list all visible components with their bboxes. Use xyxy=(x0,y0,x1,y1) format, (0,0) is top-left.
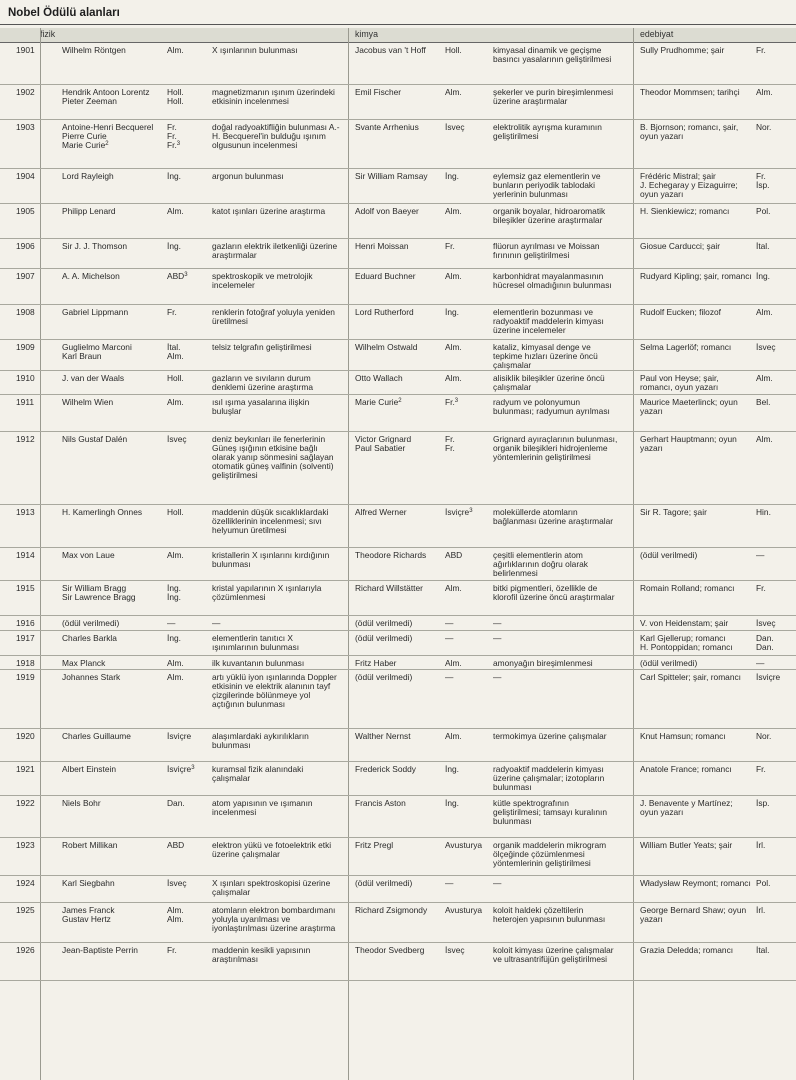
chemistry-laureates: Alfred Werner xyxy=(355,507,407,517)
physics-laureates: H. Kamerlingh Onnes xyxy=(62,507,143,517)
physics-work: X ışınlarının bulunması xyxy=(212,45,298,55)
table-row xyxy=(0,943,796,981)
physics-countries: Fr. xyxy=(167,945,177,955)
chemistry-work: organik boyalar, hidroaromatik bileşikler üzerine araştırmalar xyxy=(493,206,606,226)
table-row xyxy=(0,670,796,729)
physics-laureates: Johannes Stark xyxy=(62,672,121,682)
physics-laureates: Guglielmo Marconi Karl Braun xyxy=(62,342,132,362)
chemistry-countries: Alm. xyxy=(445,583,462,593)
chemistry-countries: Avusturya xyxy=(445,905,483,915)
chemistry-laureates: Fritz Haber xyxy=(355,658,397,668)
literature-countries: İrl. xyxy=(756,840,766,850)
literature-laureates: Paul von Heyse; şair, romancı, oyun yazarı xyxy=(640,373,719,393)
literature-countries: Fr. xyxy=(756,583,766,593)
chemistry-work: alisiklik bileşikler üzerine öncü çalışmalar xyxy=(493,373,605,393)
physics-countries: İng. xyxy=(167,241,181,251)
row-year: 1903 xyxy=(16,122,35,132)
physics-work: telsiz telgrafın geliştirilmesi xyxy=(212,342,312,352)
physics-laureates: Wilhelm Röntgen xyxy=(62,45,126,55)
physics-countries: Fr. xyxy=(167,307,177,317)
chemistry-countries: İng. xyxy=(445,764,459,774)
physics-work: — xyxy=(212,618,221,628)
literature-countries: Alm. xyxy=(756,307,773,317)
row-year: 1918 xyxy=(16,658,35,668)
literature-countries: Bel. xyxy=(756,397,771,407)
physics-countries: Alm. xyxy=(167,206,184,216)
physics-work: kristallerin X ışınlarını kırdığının bulunması xyxy=(212,550,330,570)
literature-countries: Nor. xyxy=(756,731,772,741)
literature-countries: Fr. xyxy=(756,764,766,774)
physics-laureates: Philipp Lenard xyxy=(62,206,116,216)
physics-work: magnetizmanın ışınım üzerindeki etkisinin incelenmesi xyxy=(212,87,335,107)
physics-work: atomların elektron bombardımanı yoluyla uyarılması ve iyonlaştırılması üzerine araştırma xyxy=(212,905,336,934)
chemistry-work: kataliz, kimyasal denge ve tepkime hızları üzerine öncü çalışmalar xyxy=(493,342,598,371)
row-year: 1921 xyxy=(16,764,35,774)
chemistry-work: moleküllerde atomların bağlanması üzerine araştırmalar xyxy=(493,507,614,527)
literature-laureates: Theodor Mommsen; tarihçi xyxy=(640,87,740,97)
physics-laureates: Lord Rayleigh xyxy=(62,171,114,181)
table-row xyxy=(0,395,796,432)
literature-countries: İsveç xyxy=(756,618,776,628)
chemistry-work: radyum ve polonyumun bulunması; radyumun ayrılması xyxy=(493,397,610,417)
header-kimya: kimya xyxy=(355,29,378,39)
literature-laureates: Giosue Carducci; şair xyxy=(640,241,721,251)
chemistry-work: koloit haldeki çözeltilerin heterojen yapısının bulunması xyxy=(493,905,606,925)
table-row xyxy=(0,903,796,943)
chemistry-laureates: Francis Aston xyxy=(355,798,406,808)
literature-countries: Nor. xyxy=(756,122,772,132)
literature-countries: Alm. xyxy=(756,373,773,383)
chemistry-laureates: Theodor Svedberg xyxy=(355,945,425,955)
table-row xyxy=(0,631,796,656)
literature-laureates: Gerhart Hauptmann; oyun yazarı xyxy=(640,434,737,454)
chemistry-work: kütle spektrografının geliştirilmesi; tamsayı kuralının bulunması xyxy=(493,798,608,827)
physics-laureates: Max von Laue xyxy=(62,550,115,560)
table-row xyxy=(0,340,796,371)
literature-countries: Alm. xyxy=(756,87,773,97)
chemistry-countries: Fr. Fr. xyxy=(445,434,455,454)
chemistry-countries: — xyxy=(445,672,454,682)
physics-work: atom yapısının ve ışımanın incelenmesi xyxy=(212,798,313,818)
table-row xyxy=(0,432,796,505)
physics-countries: Holl. xyxy=(167,373,184,383)
table-row xyxy=(0,762,796,796)
chemistry-countries: Alm. xyxy=(445,731,462,741)
chemistry-work: Grignard ayıraçlarının bulunması, organik bileşikleri hidrojenleme yöntemlerinin geliştirilmesi xyxy=(493,434,618,463)
table-row xyxy=(0,204,796,239)
chemistry-work: — xyxy=(493,633,502,643)
chemistry-work: elektrolitik ayrışma kuramının geliştirilmesi xyxy=(493,122,602,142)
physics-countries: Alm. xyxy=(167,672,184,682)
chemistry-laureates: Frederick Soddy xyxy=(355,764,416,774)
literature-laureates: Grazia Deledda; romancı xyxy=(640,945,734,955)
literature-countries: Alm. xyxy=(756,434,773,444)
table-header xyxy=(0,28,796,42)
physics-countries: Alm. xyxy=(167,397,184,407)
physics-countries: İsveç xyxy=(167,878,187,888)
physics-laureates: Gabriel Lippmann xyxy=(62,307,129,317)
physics-laureates: Sir William Bragg Sir Lawrence Bragg xyxy=(62,583,136,603)
physics-work: kuramsal fizik alanındaki çalışmalar xyxy=(212,764,304,784)
chemistry-countries: Alm. xyxy=(445,342,462,352)
chemistry-laureates: Wilhelm Ostwald xyxy=(355,342,418,352)
physics-countries: Fr. Fr. Fr.$^3$ xyxy=(167,122,181,151)
chemistry-laureates: Marie Curie$^2$ xyxy=(355,397,402,407)
top-rule xyxy=(0,24,796,25)
physics-laureates: Charles Barkla xyxy=(62,633,117,643)
literature-countries: Fr. İsp. xyxy=(756,171,770,191)
literature-countries: Hin. xyxy=(756,507,771,517)
physics-laureates: Hendrik Antoon Lorentz Pieter Zeeman xyxy=(62,87,150,107)
literature-laureates: Rudyard Kipling; şair, romancı xyxy=(640,271,752,281)
chemistry-work: karbonhidrat mayalanmasının hücresel olmadığının bulunması xyxy=(493,271,612,291)
chemistry-laureates: (ödül verilmedi) xyxy=(355,878,413,888)
physics-countries: İng. xyxy=(167,633,181,643)
chemistry-countries: İsveç xyxy=(445,122,465,132)
row-year: 1911 xyxy=(16,397,35,407)
chemistry-countries: ABD xyxy=(445,550,463,560)
literature-laureates: H. Sienkiewicz; romancı xyxy=(640,206,730,216)
physics-countries: İng. İng. xyxy=(167,583,181,603)
chemistry-work: şekerler ve purin bireşimlenmesi üzerine araştırmalar xyxy=(493,87,614,107)
literature-countries: İsveç xyxy=(756,342,776,352)
literature-laureates: B. Bjornson; romancı, şair, oyun yazarı xyxy=(640,122,739,142)
chemistry-laureates: (ödül verilmedi) xyxy=(355,672,413,682)
physics-work: deniz beykınları ile fenerlerinin Güneş ışığının etkisine bağlı olarak yanıp sönmesini sağlayan otomatik güneş valfinin (solventi) geliştirilmesi xyxy=(212,434,334,481)
chemistry-countries: — xyxy=(445,618,454,628)
chemistry-laureates: Henri Moissan xyxy=(355,241,409,251)
literature-laureates: (ödül verilmedi) xyxy=(640,550,698,560)
physics-laureates: Max Planck xyxy=(62,658,106,668)
literature-laureates: Karl Gjellerup; romancı H. Pontoppidan; romancı xyxy=(640,633,733,653)
physics-work: alaşımlardaki aykırılıkların bulunması xyxy=(212,731,309,751)
chemistry-laureates: Sir William Ramsay xyxy=(355,171,428,181)
chemistry-laureates: (ödül verilmedi) xyxy=(355,633,413,643)
chemistry-work: amonyağın bireşimlenmesi xyxy=(493,658,593,668)
literature-countries: Pol. xyxy=(756,878,771,888)
chemistry-work: termokimya üzerine çalışmalar xyxy=(493,731,607,741)
table-row xyxy=(0,796,796,838)
table-row xyxy=(0,43,796,85)
chemistry-laureates: Theodore Richards xyxy=(355,550,427,560)
physics-work: argonun bulunması xyxy=(212,171,284,181)
row-year: 1906 xyxy=(16,241,35,251)
chemistry-work: organik maddelerin mikrogram ölçeğinde çözümlenmesi yöntemlerinin geliştirilmesi xyxy=(493,840,607,869)
physics-laureates: Robert Millikan xyxy=(62,840,118,850)
chemistry-countries: Alm. xyxy=(445,373,462,383)
row-year: 1915 xyxy=(16,583,35,593)
literature-countries: — xyxy=(756,658,765,668)
physics-countries: İsveç xyxy=(167,434,187,444)
row-year: 1926 xyxy=(16,945,35,955)
chemistry-work: — xyxy=(493,618,502,628)
table-row xyxy=(0,548,796,581)
table-row xyxy=(0,169,796,204)
literature-countries: İng. xyxy=(756,271,770,281)
chemistry-countries: İng. xyxy=(445,798,459,808)
literature-countries: Dan. Dan. xyxy=(756,633,774,653)
physics-countries: ABD xyxy=(167,840,185,850)
table-row xyxy=(0,239,796,269)
chemistry-laureates: Fritz Pregl xyxy=(355,840,394,850)
literature-laureates: Romain Rolland; romancı xyxy=(640,583,735,593)
literature-countries: İtal. xyxy=(756,945,770,955)
chemistry-countries: Alm. xyxy=(445,206,462,216)
table-row xyxy=(0,85,796,120)
chemistry-laureates: Walther Nernst xyxy=(355,731,411,741)
physics-laureates: James Franck Gustav Hertz xyxy=(62,905,115,925)
chemistry-work: kimyasal dinamik ve geçişme basıncı yasalarının geliştirilmesi xyxy=(493,45,612,65)
chemistry-countries: Holl. xyxy=(445,45,462,55)
physics-countries: Alm. xyxy=(167,658,184,668)
literature-laureates: Frédéric Mistral; şair J. Echegaray y Eizaguirre; oyun yazarı xyxy=(640,171,738,200)
physics-laureates: Antoine-Henri Becquerel Pierre Curie Marie Curie$^2$ xyxy=(62,122,154,151)
literature-countries: İsviçre xyxy=(756,672,781,682)
physics-work: doğal radyoaktifliğin bulunması A.-H. Becquerel'in bulduğu ışınım olgusunun incelenmesi xyxy=(212,122,340,151)
literature-laureates: George Bernard Shaw; oyun yazarı xyxy=(640,905,747,925)
chemistry-laureates: Eduard Buchner xyxy=(355,271,416,281)
row-year: 1917 xyxy=(16,633,35,643)
chemistry-laureates: Victor Grignard Paul Sabatier xyxy=(355,434,412,454)
physics-work: elektron yükü ve fotoelektrik etki üzerine çalışmalar xyxy=(212,840,332,860)
physics-laureates: Karl Siegbahn xyxy=(62,878,115,888)
chemistry-work: flüorun ayrılması ve Moissan fırınının geliştirilmesi xyxy=(493,241,600,261)
chemistry-work: eylemsiz gaz elementlerin ve bunların periyodik tablodaki yerlerinin bulunması xyxy=(493,171,601,200)
physics-laureates: J. van der Waals xyxy=(62,373,125,383)
literature-countries: Fr. xyxy=(756,45,766,55)
literature-countries: İtal. xyxy=(756,241,770,251)
chemistry-work: radyoaktif maddelerin kimyası üzerine çalışmalar; izotopların bulunması xyxy=(493,764,605,793)
literature-countries: İsp. xyxy=(756,798,770,808)
header-fizik: fizik xyxy=(40,29,56,39)
literature-laureates: V. von Heidenstam; şair xyxy=(640,618,729,628)
table-row xyxy=(0,729,796,762)
physics-work: renklerin fotoğraf yoluyla yeniden üretilmesi xyxy=(212,307,335,327)
literature-laureates: Sully Prudhomme; şair xyxy=(640,45,725,55)
row-year: 1924 xyxy=(16,878,35,888)
physics-countries: İng. xyxy=(167,171,181,181)
physics-work: ilk kuvantanın bulunması xyxy=(212,658,305,668)
literature-laureates: Rudolf Eucken; filozof xyxy=(640,307,722,317)
literature-laureates: Sir R. Tagore; şair xyxy=(640,507,707,517)
chemistry-laureates: Jacobus van 't Hoff xyxy=(355,45,426,55)
chemistry-countries: İsviçre$^3$ xyxy=(445,507,473,517)
chemistry-laureates: (ödül verilmedi) xyxy=(355,618,413,628)
physics-countries: İsviçre xyxy=(167,731,192,741)
prize-table-body xyxy=(0,43,796,981)
table-row xyxy=(0,120,796,169)
row-year: 1910 xyxy=(16,373,35,383)
physics-work: maddenin kesikli yapısının araştırılması xyxy=(212,945,311,965)
physics-countries: ABD$^3$ xyxy=(167,271,188,281)
chemistry-countries: — xyxy=(445,633,454,643)
literature-laureates: Carl Spitteler; şair, romancı xyxy=(640,672,741,682)
row-year: 1914 xyxy=(16,550,35,560)
row-year: 1913 xyxy=(16,507,35,517)
physics-laureates: Nils Gustaf Dalén xyxy=(62,434,128,444)
physics-laureates: Jean-Baptiste Perrin xyxy=(62,945,138,955)
physics-work: spektroskopik ve metrolojik incelemeler xyxy=(212,271,313,291)
table-row xyxy=(0,876,796,903)
row-year: 1909 xyxy=(16,342,35,352)
physics-work: gazların ve sıvıların durum denklemi üzerine araştırma xyxy=(212,373,314,393)
chemistry-countries: Avusturya xyxy=(445,840,483,850)
physics-countries: Holl. Holl. xyxy=(167,87,184,107)
row-year: 1916 xyxy=(16,618,35,628)
literature-laureates: Anatole France; romancı xyxy=(640,764,732,774)
physics-laureates: Charles Guillaume xyxy=(62,731,131,741)
row-year: 1925 xyxy=(16,905,35,915)
literature-laureates: William Butler Yeats; şair xyxy=(640,840,733,850)
physics-laureates: Wilhelm Wien xyxy=(62,397,114,407)
chemistry-laureates: Emil Fischer xyxy=(355,87,402,97)
chemistry-work: koloit kimyası üzerine çalışmalar ve ultrasantrifüjün geliştirilmesi xyxy=(493,945,614,965)
chemistry-work: çeşitli elementlerin atom ağırlıklarının doğru olarak belirlenmesi xyxy=(493,550,588,579)
physics-countries: Dan. xyxy=(167,798,185,808)
physics-countries: Alm. Alm. xyxy=(167,905,184,925)
chemistry-countries: Alm. xyxy=(445,658,462,668)
chemistry-laureates: Lord Rutherford xyxy=(355,307,414,317)
literature-countries: İrl. xyxy=(756,905,766,915)
table-row xyxy=(0,305,796,340)
physics-work: elementlerin tanıtıcı X ışınımlarının bulunması xyxy=(212,633,300,653)
physics-laureates: Albert Einstein xyxy=(62,764,116,774)
chemistry-countries: Alm. xyxy=(445,87,462,97)
table-row xyxy=(0,371,796,395)
physics-work: kristal yapılarının X ışınlarıyla çözümlenmesi xyxy=(212,583,322,603)
chemistry-countries: Fr. xyxy=(445,241,455,251)
row-year: 1923 xyxy=(16,840,35,850)
chemistry-countries: Alm. xyxy=(445,271,462,281)
row-year: 1905 xyxy=(16,206,35,216)
chemistry-work: — xyxy=(493,672,502,682)
physics-work: maddenin düşük sıcaklıklardaki özelliklerinin incelenmesi; sıvı helyumun üretilmesi xyxy=(212,507,329,536)
row-year: 1904 xyxy=(16,171,35,181)
literature-laureates: J. Benavente y Martínez; oyun yazarı xyxy=(640,798,733,818)
row-year: 1922 xyxy=(16,798,35,808)
literature-laureates: (ödül verilmedi) xyxy=(640,658,698,668)
row-year: 1907 xyxy=(16,271,35,281)
literature-laureates: Knut Hamsun; romancı xyxy=(640,731,726,741)
row-year: 1901 xyxy=(16,45,35,55)
row-year: 1912 xyxy=(16,434,35,444)
physics-countries: Alm. xyxy=(167,550,184,560)
physics-laureates: Sir J. J. Thomson xyxy=(62,241,128,251)
chemistry-work: elementlerin bozunması ve radyoaktif maddelerin kimyası üzerine incelemeler xyxy=(493,307,604,336)
chemistry-countries: İsveç xyxy=(445,945,465,955)
table-row xyxy=(0,269,796,305)
row-year: 1920 xyxy=(16,731,35,741)
chemistry-laureates: Richard Willstätter xyxy=(355,583,423,593)
table-row xyxy=(0,838,796,876)
header-edebiyat: edebiyat xyxy=(640,29,674,39)
physics-countries: Alm. xyxy=(167,45,184,55)
chemistry-laureates: Svante Arrhenius xyxy=(355,122,419,132)
literature-laureates: Selma Lagerlöf; romancı xyxy=(640,342,732,352)
physics-laureates: A. A. Michelson xyxy=(62,271,120,281)
chemistry-work: bitki pigmentleri, özellikle de klorofil üzerine öncü araştırmalar xyxy=(493,583,615,603)
chemistry-laureates: Richard Zsigmondy xyxy=(355,905,428,915)
physics-work: artı yüklü iyon ışınlarında Doppler etkisinin ve elektrik alanının tayf çizgilerinde bölünmeye yol açtığının bulunması xyxy=(212,672,337,710)
literature-countries: — xyxy=(756,550,765,560)
literature-laureates: Maurice Maeterlinck; oyun yazarı xyxy=(640,397,738,417)
physics-work: X ışınları spektroskopisi üzerine çalışmalar xyxy=(212,878,331,898)
physics-laureates: Niels Bohr xyxy=(62,798,101,808)
chemistry-laureates: Adolf von Baeyer xyxy=(355,206,419,216)
row-year: 1919 xyxy=(16,672,35,682)
chemistry-laureates: Otto Wallach xyxy=(355,373,403,383)
page-title: Nobel Ödülü alanları xyxy=(8,7,120,19)
physics-work: ısıl ışıma yasalarına ilişkin buluşlar xyxy=(212,397,310,417)
physics-countries: İsviçre$^3$ xyxy=(167,764,195,774)
physics-laureates: (ödül verilmedi) xyxy=(62,618,120,628)
literature-laureates: Władysław Reymont; romancı xyxy=(640,878,751,888)
physics-countries: İtal. Alm. xyxy=(167,342,184,362)
physics-countries: — xyxy=(167,618,176,628)
chemistry-countries: — xyxy=(445,878,454,888)
table-row xyxy=(0,581,796,616)
table-row xyxy=(0,505,796,548)
chemistry-countries: İng. xyxy=(445,307,459,317)
chemistry-work: — xyxy=(493,878,502,888)
chemistry-countries: İng. xyxy=(445,171,459,181)
table-row xyxy=(0,616,796,631)
row-year: 1902 xyxy=(16,87,35,97)
physics-work: gazların elektrik iletkenliği üzerine araştırmalar xyxy=(212,241,338,261)
table-row xyxy=(0,656,796,670)
physics-work: katot ışınları üzerine araştırma xyxy=(212,206,326,216)
physics-countries: Holl. xyxy=(167,507,184,517)
row-year: 1908 xyxy=(16,307,35,317)
literature-countries: Pol. xyxy=(756,206,771,216)
chemistry-countries: Fr.$^3$ xyxy=(445,397,459,407)
